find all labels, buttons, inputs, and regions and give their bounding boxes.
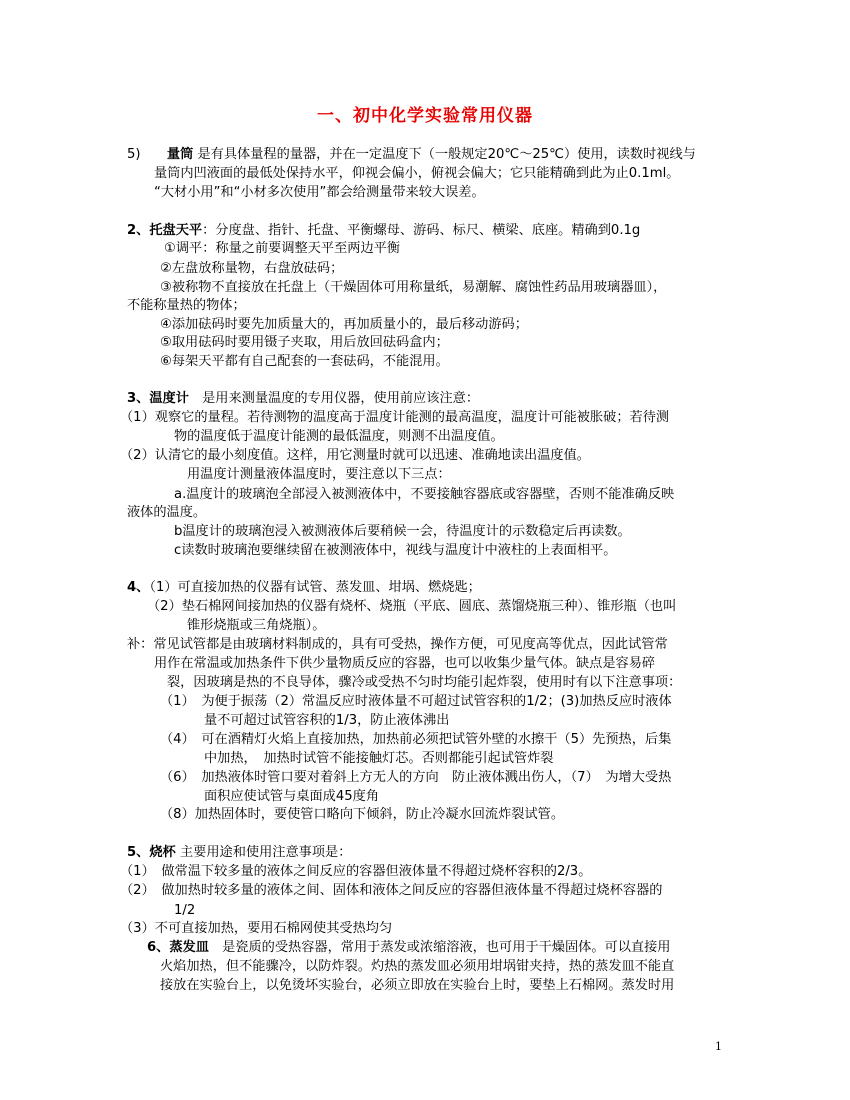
line-text: ⑤取用砝码时要用镊子夹取，用后放回砝码盒内； — [160, 335, 449, 350]
line-text: ⑥每架天平都有自己配套的一套砝码，不能混用。 — [160, 354, 449, 369]
section-heading: 4、 — [127, 580, 150, 595]
text-line — [164, 240, 400, 258]
line-text: 量不可超过试管容积的1/3，防止液体沸出 — [204, 713, 450, 728]
text-line — [160, 731, 671, 749]
line-text: ③被称物不直接放在托盘上（干燥固体可用称量纸，易潮解、腐蚀性药品用玻璃器皿）， — [160, 280, 667, 295]
text-line — [204, 750, 553, 768]
text-line — [127, 844, 351, 862]
text-line — [120, 447, 590, 465]
line-text: b温度计的玻璃泡浸入被测液体后要稍候一会，待温度计的示数稳定后再读数。 — [174, 524, 631, 539]
line-text: （4） 可在酒精灯火焰上直接加热，加热前必须把试管外壁的水擦干（5）先预热，后集 — [160, 732, 672, 747]
line-text: （1） 为便于振荡（2）常温反应时液体量不可超过试管容积的1/2；(3)加热反应时液体 — [160, 694, 672, 709]
page-title: 一、初中化学实验常用仪器 — [317, 106, 533, 126]
text-line — [187, 466, 451, 484]
line-text: 中加热， 加热时试管不能接触灯芯。否则都能引起试管炸裂 — [204, 751, 554, 766]
text-line — [174, 428, 504, 446]
text-line — [154, 165, 679, 183]
text-line — [160, 260, 343, 278]
line-text: ①调平：称量之前要调整天平至两边平衡 — [164, 241, 401, 256]
text-line — [147, 939, 671, 957]
page-number: 1 — [715, 1040, 722, 1053]
line-prefix: 5) — [127, 147, 167, 162]
text-line — [167, 674, 681, 692]
text-line — [154, 184, 485, 202]
line-text: ②左盘放称量物，右盘放砝码； — [160, 261, 344, 276]
line-text: 液体的温度。 — [127, 505, 207, 520]
line-text: 锥形烧瓶或三角烧瓶）。 — [187, 618, 326, 633]
text-line — [160, 316, 528, 334]
text-line — [174, 542, 616, 560]
line-text: 主要用途和使用注意事项是： — [175, 845, 352, 860]
line-text: 1/2 — [174, 903, 196, 918]
text-line — [120, 920, 392, 938]
line-text: 是瓷质的受热容器，常用于蒸发或浓缩溶液，也可用于干燥固体。可以直接用 — [208, 940, 671, 955]
text-line — [120, 882, 662, 900]
line-text: 物的温度低于温度计能测的最低温度，则测不出温度值。 — [174, 429, 504, 444]
line-text: ④添加砝码时要先加质量大的，再加质量小的，最后移动游码； — [160, 317, 528, 332]
text-line — [127, 390, 479, 408]
section-heading: 5、烧杯 — [127, 845, 176, 860]
section-heading: 3、温度计 — [127, 391, 189, 406]
line-text: 量筒内凹液面的最低处保持水平，仰视会偏小，俯视会偏大；它只能精确到此为止0.1ml。 — [154, 166, 680, 181]
text-line — [160, 769, 671, 787]
text-line — [160, 353, 449, 371]
line-text: c读数时玻璃泡要继续留在被测液体中，视线与温度计中液柱的上表面相平。 — [174, 543, 617, 558]
text-line — [127, 579, 481, 597]
text-line — [147, 598, 676, 616]
line-text: 面积应使试管与桌面成45度角 — [204, 789, 380, 804]
text-line — [204, 712, 449, 730]
text-line — [160, 279, 666, 297]
text-line — [120, 863, 591, 881]
line-text: 火焰加热，但不能骤冷，以防炸裂。灼热的蒸发皿必须用坩埚钳夹持，热的蒸发皿不能直 — [160, 959, 675, 974]
text-line — [127, 222, 640, 240]
text-line — [174, 486, 674, 504]
line-text: （8）加热固体时，要使管口略向下倾斜，防止冷凝水回流炸裂试管。 — [160, 807, 565, 822]
text-line — [127, 636, 668, 654]
line-text: 是用来测量温度的专用仪器，使用前应该注意： — [188, 391, 480, 406]
line-text: （6） 加热液体时管口要对着斜上方无人的方向 防止液体溅出伤人，（7） 为增大受热 — [160, 770, 672, 785]
text-line — [127, 146, 696, 164]
text-line — [187, 617, 325, 635]
line-text: （1）观察它的量程。若待测物的温度高于温度计能测的最高温度，温度计可能被胀破；若待测 — [120, 410, 670, 425]
line-text: （1）可直接加热的仪器有试管、蒸发皿、坩埚、燃烧匙； — [149, 580, 481, 595]
line-text: 用温度计测量液体温度时，要注意以下三点： — [187, 467, 451, 482]
text-line — [174, 523, 631, 541]
text-line — [160, 693, 672, 711]
line-text: “大材小用”和“小材多次使用”都会给测量带来较大误差。 — [154, 185, 485, 200]
text-line — [204, 788, 379, 806]
line-text: a.温度计的玻璃泡全部浸入被测液体中，不要接触容器底或容器壁，否则不能准确反映 — [174, 487, 675, 502]
text-line — [127, 504, 206, 522]
text-line — [160, 958, 674, 976]
text-line — [174, 902, 195, 920]
text-line — [160, 334, 449, 352]
line-text: 不能称量热的物体； — [127, 298, 246, 313]
line-text: 用作在常温或加热条件下供少量物质反应的容器，也可以收集少量气体。缺点是容易碎 — [154, 656, 656, 671]
section-heading: 2、托盘天平 — [127, 223, 203, 238]
text-line — [127, 297, 246, 315]
line-text: （2）垫石棉网间接加热的仪器有烧杯、烧瓶（平底、圆底、蒸馏烧瓶三种）、锥形瓶（也叫 — [147, 599, 677, 614]
line-text: （2） 做加热时较多量的液体之间、固体和液体之间反应的容器但液体量不得超过烧杯容器的 — [120, 883, 663, 898]
line-text: （3）不可直接加热，要用石棉网使其受热均匀 — [120, 921, 393, 936]
line-text: 补：常见试管都是由玻璃材料制成的，具有可受热，操作方便，可见度高等优点，因此试管常 — [127, 637, 668, 652]
section-heading: 6、蒸发皿 — [147, 940, 209, 955]
line-text: 是有具体量程的量器，并在一定温度下（一般规定20℃～25℃）使用，读数时视线与 — [193, 147, 696, 162]
line-text: ：分度盘、指针、托盘、平衡螺母、游码、标尺、横梁、底座。精确到0.1g — [202, 223, 641, 238]
line-text: （2）认清它的最小刻度值。这样，用它测量时就可以迅速、准确地读出温度值。 — [120, 448, 590, 463]
line-text: 接放在实验台上，以免烫坏实验台，必须立即放在实验台上时，要垫上石棉网。蒸发时用 — [160, 978, 675, 993]
text-line — [160, 806, 564, 824]
line-text: （1） 做常温下较多量的液体之间反应的容器但液体量不得超过烧杯容积的2/3。 — [120, 864, 592, 879]
text-line — [160, 977, 674, 995]
text-line — [120, 409, 669, 427]
section-heading: 量筒 — [166, 147, 194, 162]
line-text: 裂，因玻璃是热的不良导体，骤冷或受热不匀时均能引起炸裂，使用时有以下注意事项： — [167, 675, 682, 690]
text-line — [154, 655, 655, 673]
